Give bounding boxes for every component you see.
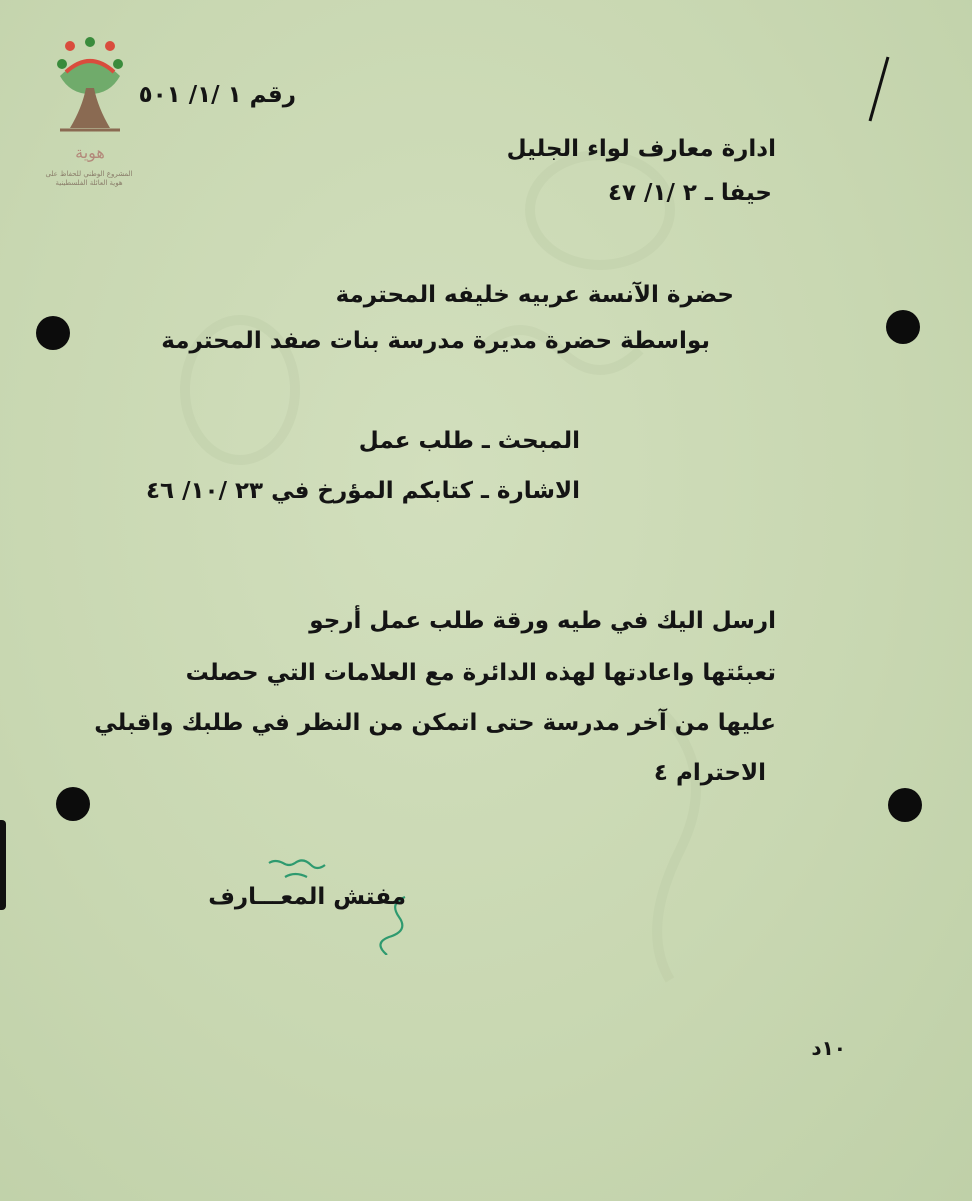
svg-text:هوية: هوية <box>75 143 105 162</box>
body-line-2: تعبئتها واعادتها لهذه الدائرة مع العلامات التي حصلت <box>185 660 776 686</box>
punch-hole-top-right <box>886 310 920 344</box>
recipient-via: بواسطة حضرة مديرة مدرسة بنات صفد المحترمة <box>161 328 710 354</box>
subject-line: المبحث ـ طلب عمل <box>358 428 580 454</box>
sender-department: ادارة معارف لواء الجليل <box>506 136 776 162</box>
scan-edge-mark <box>0 820 6 910</box>
punch-hole-top-left <box>36 316 70 350</box>
recipient-name: حضرة الآنسة عربيه خليفه المحترمة <box>335 282 734 308</box>
pen-mark <box>858 55 898 125</box>
body-line-1: ارسل اليك في طيه ورقة طلب عمل أرجو <box>309 608 776 634</box>
body-line-4: الاحترام ٤ <box>653 760 766 786</box>
signature-title: مفتش المعـــارف <box>208 884 406 910</box>
footer-initials: ١٠د <box>811 1036 846 1060</box>
sender-place-date: حيفا ـ ٢ /١/ ٤٧ <box>607 180 772 206</box>
logo-subcaption: المشروع الوطني للحفاظ على هوية العائلة الفلسطينية <box>45 170 133 187</box>
reference-number: رقم ١ /١/ ٥٠١ <box>138 82 296 108</box>
body-line-3: عليها من آخر مدرسة حتى اتمكن من النظر في طلبك واقبلي <box>94 710 776 736</box>
punch-hole-bottom-right <box>888 788 922 822</box>
reference-line: الاشارة ـ كتابكم المؤرخ في ٢٣ /١٠/ ٤٦ <box>145 478 580 504</box>
punch-hole-bottom-left <box>56 787 90 821</box>
tree-of-people-logo-icon <box>50 36 130 186</box>
